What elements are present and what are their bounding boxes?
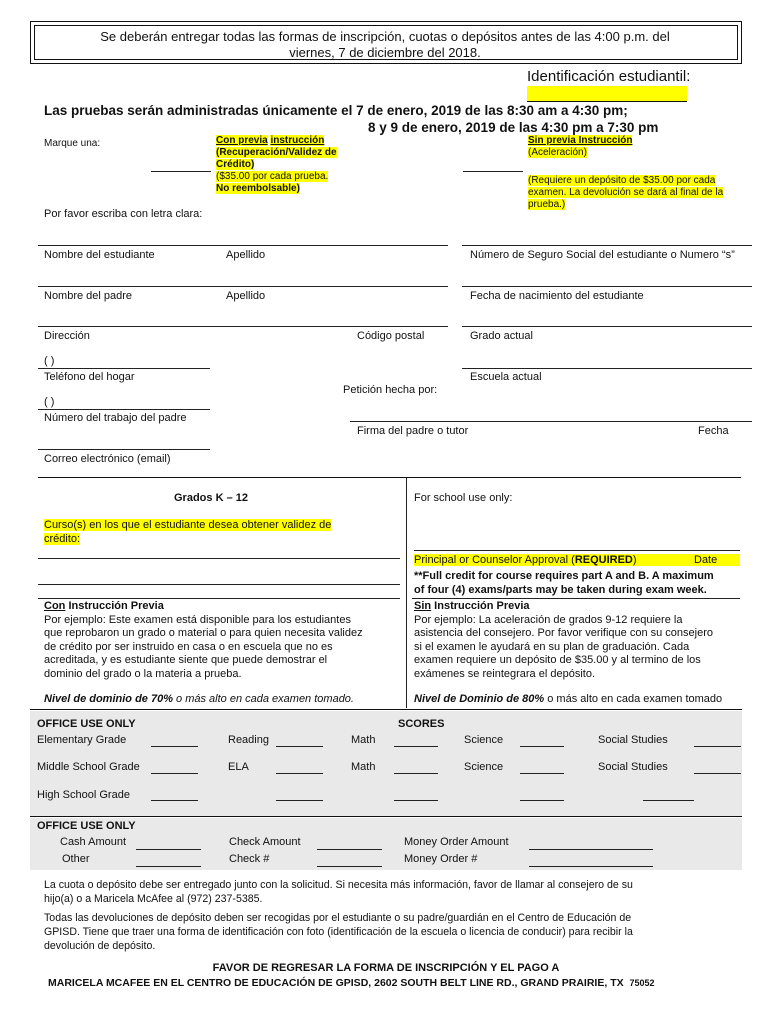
request-by-label: Petición hecha por: [343, 384, 438, 396]
approval-required: REQUIRED [574, 554, 633, 566]
option-2-text [528, 135, 738, 211]
payment-box [30, 818, 742, 870]
payment-top-rule [30, 816, 742, 817]
home-phone-line[interactable] [38, 368, 210, 369]
home-phone-label: Teléfono del hogar [44, 371, 135, 383]
school-label: Escuela actual [470, 371, 542, 383]
return-line-1: FAVOR DE REGRESAR LA FORMA DE INSCRIPCIÓN Y EL PAGO A [212, 962, 560, 974]
full-credit-line-1: **Full credit for course requires part A and B. A maximum [414, 570, 714, 582]
reading-label: Reading [228, 734, 269, 746]
cash-amount-blank[interactable] [136, 849, 201, 850]
left-body-4: dominio del grado o la materia a prueba. [44, 667, 242, 680]
signature-label: Firma del padre o tutor [357, 425, 469, 437]
dob-line[interactable] [462, 286, 752, 287]
test-dates-line-2: 8 y 9 de enero, 2019 de las 4:30 pm a 7:30 pm [368, 120, 659, 135]
elementary-grade-label: Elementary Grade [37, 734, 127, 746]
ela-label: ELA [228, 761, 249, 773]
courses-line-b[interactable] [38, 584, 400, 585]
math-blank-1[interactable] [394, 746, 438, 747]
option-2-checkbox-line[interactable] [463, 171, 523, 172]
last-name-label-2: Apellido [226, 290, 266, 302]
office-label-2: OFFICE USE ONLY [37, 820, 136, 832]
return-zip: 75052 [629, 978, 655, 988]
high-school-blank[interactable] [151, 800, 198, 801]
approval-text-a: Principal or Counselor Approval ( [414, 554, 575, 566]
money-order-amount-label: Money Order Amount [404, 836, 509, 848]
left-body-0: Por ejemplo: Este examen está disponible para los estudiantes [44, 613, 351, 626]
courses-line-1: Curso(s) en los que el estudiante desea obtener validez de [44, 519, 332, 531]
parent-name-line[interactable] [38, 286, 448, 287]
check-amount-blank[interactable] [317, 849, 382, 850]
office-label-1: OFFICE USE ONLY [37, 718, 136, 730]
signature-line[interactable] [350, 421, 752, 422]
left-title-a: Con [44, 600, 66, 612]
scores-top-rule [30, 709, 742, 710]
money-order-amount-blank[interactable] [529, 849, 653, 850]
refund-line-2: GPISD. Tiene que traer una forma de identificación con foto (identificación de la escuela o licencia de conducir) para recibir la [44, 926, 633, 938]
option-1-line-5: No reembolsable) [216, 183, 300, 194]
student-id-label: Identificación estudiantil: [527, 68, 691, 85]
other-blank[interactable] [136, 866, 201, 867]
science-blank-2[interactable] [520, 773, 564, 774]
math-label-2: Math [351, 761, 376, 773]
zip-label: Código postal [357, 330, 425, 342]
work-phone-line[interactable] [38, 409, 210, 410]
instructions: Por favor escriba con letra clara: [44, 208, 203, 220]
approval-text-b: ) [632, 554, 637, 566]
reading-blank[interactable] [276, 746, 323, 747]
return-line-2 [48, 977, 654, 989]
email-label: Correo electrónico (email) [44, 453, 171, 465]
social-studies-label-1: Social Studies [598, 734, 668, 746]
student-name-line[interactable] [38, 245, 448, 246]
check-no-label: Check # [229, 853, 270, 865]
right-body-3: examen requiere un depósito de $35.00 y al termino de los [414, 654, 701, 667]
full-credit-note [414, 569, 744, 597]
approval-line[interactable] [414, 550, 740, 551]
right-body-0: Por ejemplo: La aceleración de grados 9-12 requiere la [414, 613, 683, 626]
courses-label [44, 518, 364, 546]
hs-blank-4[interactable] [520, 800, 564, 801]
grades-title: Grados K – 12 [174, 492, 248, 504]
courses-line-2: crédito: [44, 533, 81, 545]
left-body-3: acreditada, y es estudiante siente que puede demostrar el [44, 654, 328, 667]
option-2-line-2: (Aceleración) [528, 147, 587, 158]
fee-line-1: La cuota o depósito debe ser entregado junto con la solicitud. Si necesita más información, favor de llamar al consejero de su [44, 879, 633, 891]
address-label: Dirección [44, 330, 90, 342]
dob-label: Fecha de nacimiento del estudiante [470, 290, 644, 302]
other-label: Other [62, 853, 90, 865]
choose-label: Marque una: [44, 138, 101, 149]
right-mastery-b: o más alto en cada examen tomado [544, 693, 723, 705]
full-credit-line-2: of four (4) exams/parts may be taken during exam week. [414, 584, 707, 596]
student-id-field[interactable] [527, 86, 687, 102]
social-studies-label-2: Social Studies [598, 761, 668, 773]
area-code-1: ( ) [44, 355, 55, 367]
email-line[interactable] [38, 449, 210, 450]
refund-paragraph [44, 911, 744, 953]
right-body-2: si el examen le ayudará en su plan de graduación. Cada [414, 640, 690, 653]
test-dates-line-1: Las pruebas serán administradas únicamente el 7 de enero, 2019 de las 8:30 am a 4:30 pm; [44, 103, 628, 118]
math-label-1: Math [351, 734, 376, 746]
option-1-title-b: instrucción [270, 135, 325, 146]
left-mastery-a: Nivel de dominio de 70% [44, 693, 173, 705]
option-2-line-4: examen. La devolución se dará al final de la [528, 187, 724, 198]
courses-line-a[interactable] [38, 558, 400, 559]
ssn-label: Número de Seguro Social del estudiante o Numero “s” [470, 249, 735, 261]
student-name-label: Nombre del estudiante [44, 249, 155, 261]
right-title-a: Sin [414, 600, 432, 612]
scores-label: SCORES [398, 718, 445, 730]
middle-school-blank[interactable] [151, 773, 198, 774]
money-order-no-blank[interactable] [529, 866, 653, 867]
option-1-line-2: (Recuperación/Validez de [216, 147, 337, 158]
refund-line-3: devolución de depósito. [44, 940, 156, 952]
school-use-label: For school use only: [414, 492, 513, 504]
right-block [414, 600, 744, 682]
science-label-1: Science [464, 734, 504, 746]
social-studies-blank-2[interactable] [694, 773, 741, 774]
approval-label [414, 554, 740, 566]
cash-amount-label: Cash Amount [60, 836, 127, 848]
social-studies-blank-1[interactable] [694, 746, 741, 747]
option-1-line-3: Crédito) [216, 159, 255, 170]
money-order-no-label: Money Order # [404, 853, 478, 865]
option-2-title: Sin previa Instrucción [528, 135, 633, 146]
option-1-checkbox-line[interactable] [151, 171, 211, 172]
left-title-b: Instrucción Previa [65, 600, 164, 612]
parent-name-label: Nombre del padre [44, 290, 133, 302]
return-address: MARICELA MCAFEE EN EL CENTRO DE EDUCACIÓN DE GPISD, 2602 SOUTH BELT LINE RD., GRAND PRAIRIE, TX [48, 977, 624, 989]
right-title-b: Instrucción Previa [431, 600, 530, 612]
option-1-title-a: Con previa [216, 135, 268, 146]
section-divider [38, 477, 741, 478]
right-body-1: asistencia del consejero. Por favor verifique con su consejero [414, 627, 713, 640]
approval-date: Date [694, 554, 718, 566]
left-divider [38, 598, 400, 599]
ssn-line[interactable] [462, 245, 752, 246]
check-no-blank[interactable] [317, 866, 382, 867]
left-mastery-b: o más alto en cada examen tomado. [172, 693, 354, 705]
ela-blank[interactable] [276, 773, 323, 774]
left-mastery [44, 693, 354, 705]
notice-line-1: Se deberán entregar todas las formas de inscripción, cuotas o depósitos antes de las 4:00 p.m. del [100, 29, 670, 44]
right-mastery [414, 693, 722, 705]
date-label: Fecha [698, 425, 729, 437]
left-body-2: de crédito por ser instruido en casa o en escuela que no es [44, 640, 333, 653]
right-body-4: exámenes se reintegrara el depósito. [414, 667, 595, 680]
address-line[interactable] [38, 326, 448, 327]
middle-school-label: Middle School Grade [37, 761, 140, 773]
elementary-grade-blank[interactable] [151, 746, 198, 747]
area-code-2: ( ) [44, 396, 55, 408]
refund-line-1: Todas las devoluciones de depósito deben ser recogidas por el estudiante o su padre/guardián en el Centro de Educación de [44, 912, 632, 924]
option-2-line-5: prueba.) [528, 199, 566, 210]
check-amount-label: Check Amount [229, 836, 301, 848]
math-blank-2[interactable] [394, 773, 438, 774]
grade-line[interactable] [462, 326, 752, 327]
right-divider [412, 598, 740, 599]
right-mastery-a: Nivel de Dominio de 80% [414, 693, 545, 705]
left-block [44, 600, 404, 682]
grade-label: Grado actual [470, 330, 533, 342]
fee-paragraph [44, 878, 744, 906]
section-vertical-divider [406, 478, 407, 708]
option-1-text [216, 135, 376, 195]
school-line[interactable] [462, 368, 752, 369]
high-school-label: High School Grade [37, 789, 130, 801]
fee-line-2: hijo(a) o a Maricela McAfee al (972) 237-5385. [44, 893, 263, 905]
option-1-line-4: ($35.00 por cada prueba. [216, 171, 329, 182]
hs-blank-5[interactable] [643, 800, 694, 801]
science-blank-1[interactable] [520, 746, 564, 747]
last-name-label-1: Apellido [226, 249, 266, 261]
notice-line-2: viernes, 7 de diciembre del 2018. [289, 45, 481, 60]
hs-blank-2[interactable] [276, 800, 323, 801]
work-phone-label: Número del trabajo del padre [44, 412, 187, 424]
left-body-1: que reprobaron un grado o material o para quien necesita validez [44, 627, 363, 640]
science-label-2: Science [464, 761, 504, 773]
option-2-line-3: (Requiere un depósito de $35.00 por cada [528, 175, 716, 186]
hs-blank-3[interactable] [394, 800, 438, 801]
